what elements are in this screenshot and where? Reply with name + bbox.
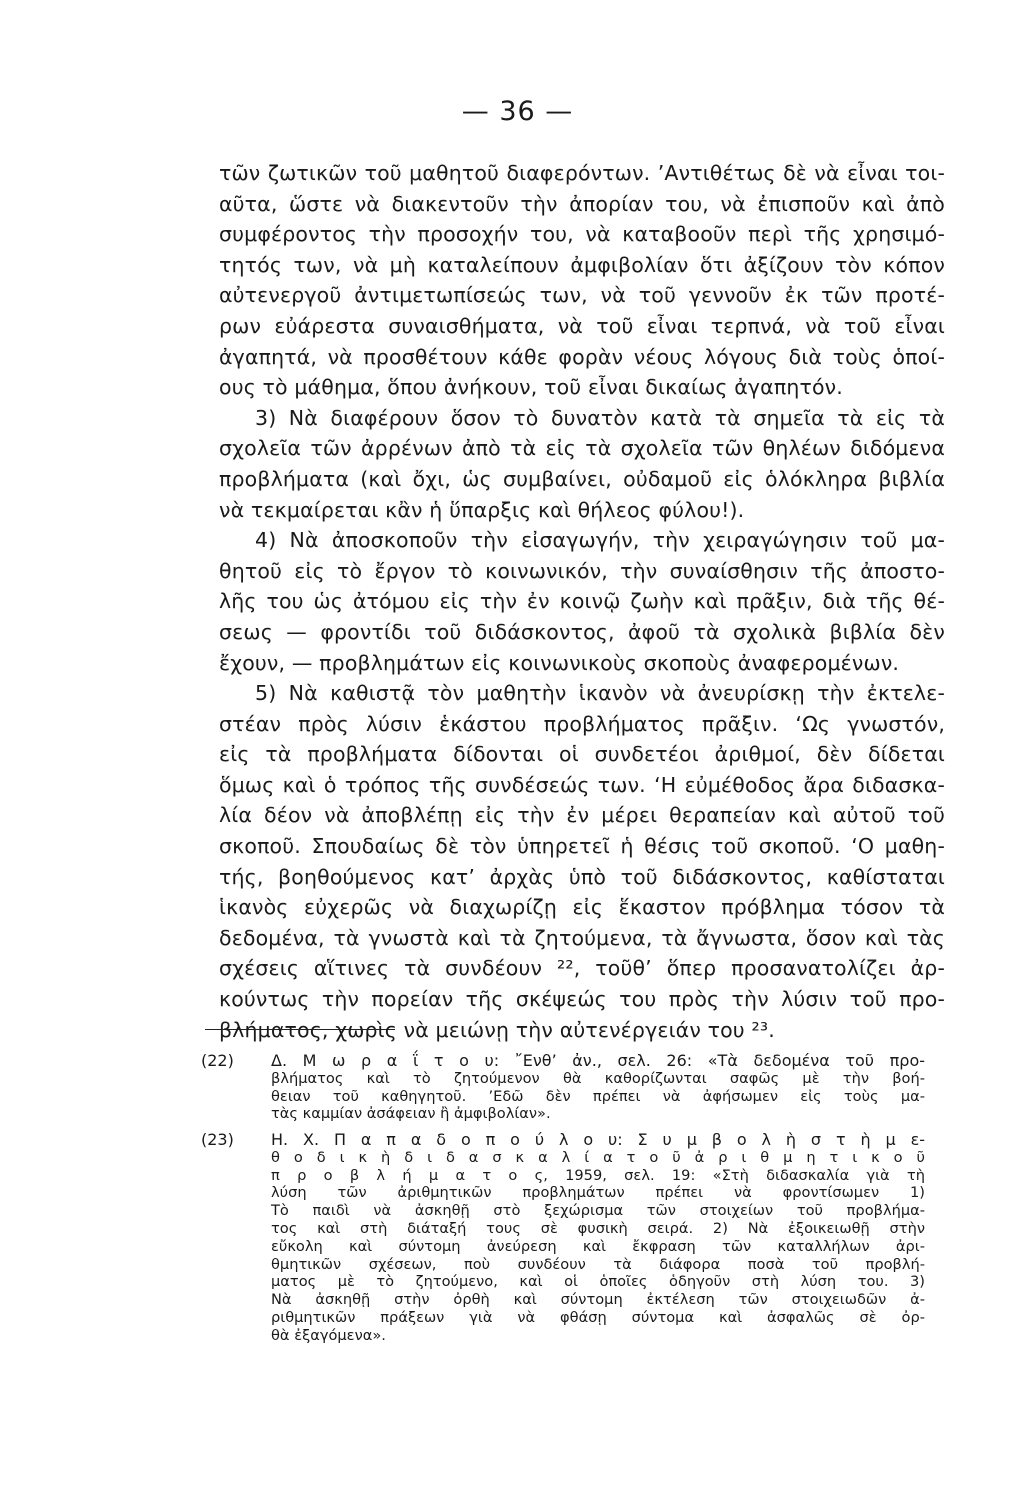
text-line: σχέσεις αἵτινες τὰ συνδέουν ²², τοῦθ’ ὅπερ προσανατολίζει ἀρ- [219, 956, 945, 981]
text-line: ἀγαπητά, νὰ προσθέτουν κάθε φορὰν νέους λόγους διὰ τοὺς ὁποί- [219, 344, 945, 369]
text-line: θητοῦ εἰς τὸ ἔργον τὸ κοινωνικόν, τὴν συναίσθησιν τῆς ἀποστο- [219, 558, 945, 583]
footnotes [201, 1052, 925, 1345]
text-line: αὐτενεργοῦ ἀντιμετωπίσεώς των, νὰ τοῦ γεννοῦν ἐκ τῶν προτέ- [219, 283, 945, 308]
text-line: σκοποῦ. Σπουδαίως δὲ τὸν ὑπηρετεῖ ἡ θέσις τοῦ σκοποῦ. ‘Ο μαθη- [219, 834, 945, 859]
text-line: εἰς τὰ προβλήματα δίδονται οἱ συνδετέοι ἀριθμοί, δὲν δίδεται [219, 742, 945, 767]
text-line: λῆς του ὡς ἀτόμου εἰς τὴν ἐν κοινῷ ζωὴν καὶ πρᾶξιν, διὰ τῆς θέ- [219, 589, 945, 614]
footnote-marker: (23) [201, 1130, 234, 1149]
footnote-line: ματος μὲ τὸ ζητούμενο, καὶ οἱ ὁποῖες ὁδηγοῦν στὴ λύση του. 3) [271, 1273, 925, 1291]
text-line: λία δέον νὰ ἀποβλέπῃ εἰς τὴν ἐν μέρει θεραπείαν καὶ αὐτοῦ τοῦ [219, 803, 945, 828]
paragraph-4-start: 4) Νὰ ἀποσκοποῦν τὴν εἰσαγωγήν, τὴν χειραγώγησιν τοῦ μα- [255, 528, 945, 553]
text-line: ἱκανὸς εὐχερῶς νὰ διαχωρίζῃ εἰς ἕκαστον πρόβλημα τόσον τὰ [219, 895, 945, 920]
text-line: ἔχουν, — προβλημάτων εἰς κοινωνικοὺς σκοποὺς ἀναφερομένων. [219, 650, 900, 675]
footnote-line: Η. Χ. Π α π α δ ο π ο ύ λ ο υ: Σ υ μ β ο λ ὴ σ τ ὴ μ ε- [271, 1130, 925, 1149]
page-number: — 36 — [461, 96, 574, 127]
footnote-line: θ ο δ ι κ ὴ δ ι δ α σ κ α λ ί α τ ο ῦ ἀ ρ ι θ μ η τ ι κ ο ῦ [271, 1148, 925, 1166]
text-line: νὰ τεκμαίρεται κἂν ἡ ὕπαρξις καὶ θήλεος φύλου!). [219, 497, 745, 522]
footnote-line: π ρ ο β λ ή μ α τ ο ς, 1959, σελ. 19: «Στὴ διδασκαλία γιὰ τὴ [271, 1166, 925, 1184]
footnote-line: θμητικῶν σχέσεων, ποὺ συνδέουν τὰ διάφορα ποσὰ τοῦ προβλή- [271, 1255, 925, 1273]
footnote-line: θὰ ἐξαγόμενα». [271, 1326, 386, 1344]
footnote-line: εὔκολη καὶ σύντομη ἀνεύρεση καὶ ἔκφραση τῶν καταλλήλων ἀρι- [271, 1237, 925, 1255]
footnote-line: Νὰ ἀσκηθῇ στὴν ὀρθὴ καὶ σύντομη ἐκτέλεση τῶν στοιχειωδῶν ἀ- [271, 1291, 925, 1309]
text-line: προβλήματα (καὶ ὄχι, ὡς συμβαίνει, οὐδαμοῦ εἰς ὁλόκληρα βιβλία [219, 466, 945, 491]
footnote-line: λύση τῶν ἀριθμητικῶν προβλημάτων πρέπει νὰ φροντίσωμεν 1) [271, 1184, 925, 1202]
text-line: τῶν ζωτικῶν τοῦ μαθητοῦ διαφερόντων. ’Αντιθέτως δὲ νὰ εἶναι τοι- [219, 161, 945, 185]
text-line: σχολεῖα τῶν ἀρρένων ἀπὸ τὰ εἰς τὰ σχολεῖα τῶν θηλέων διδόμενα [219, 436, 945, 461]
footnote-marker: (22) [201, 1051, 234, 1070]
text-line: δεδομένα, τὰ γνωστὰ καὶ τὰ ζητούμενα, τὰ ἄγνωστα, ὅσον καὶ τὰς [219, 925, 945, 950]
body-text [219, 158, 945, 1045]
footnote-divider [205, 1029, 395, 1030]
text-line: ους τὸ μάθημα, ὅπου ἀνήκουν, τοῦ εἶναι δικαίως ἀγαπητόν. [219, 375, 843, 400]
text-line: κούντως τὴν πορείαν τῆς σκέψεώς του πρὸς τὴν λύσιν τοῦ προ- [219, 987, 945, 1012]
footnote-line: τος καὶ στὴ διάταξή τους σὲ φυσικὴ σειρά. 2) Νὰ ἐξοικειωθῇ στὴν [271, 1219, 925, 1237]
text-line: σεως — φροντίδι τοῦ διδάσκοντος, ἀφοῦ τὰ σχολικὰ βιβλία δὲν [219, 619, 945, 644]
footnote-line: τὰς καμμίαν ἀσάφειαν ἢ ἀμφιβολίαν». [271, 1105, 551, 1123]
text-line: τής, βοηθούμενος κατ’ ἀρχὰς ὑπὸ τοῦ διδάσκοντος, καθίσταται [219, 864, 945, 889]
text-line: τητός των, νὰ μὴ καταλείπουν ἀμφιβολίαν ὅτι ἀξίζουν τὸν κόπον [219, 252, 945, 277]
footnote-22 [201, 1052, 925, 1131]
footnote-line: θειαν τοῦ καθηγητοῦ. ’Εδῶ δὲν πρέπει νὰ ἀφήσωμεν εἰς τοὺς μα- [271, 1087, 925, 1105]
text-line: συμφέροντος τὴν προσοχήν του, νὰ καταβοοῦν περὶ τῆς χρησιμό- [219, 222, 945, 247]
text-line: βλήματος, χωρὶς νὰ μειώνῃ τὴν αὐτενέργειάν του ²³. [219, 1017, 775, 1042]
text-line: ρων εὐάρεστα συναισθήματα, νὰ τοῦ εἶναι τερπνά, νὰ τοῦ εἶναι [219, 313, 945, 338]
text-line: αῦτα, ὥστε νὰ διακεντοῦν τὴν ἀπορίαν του, νὰ ἐπισποῦν καὶ ἀπὸ [219, 191, 945, 216]
footnote-line: ριθμητικῶν πράξεων γιὰ νὰ φθάσῃ σύντομα καὶ ἀσφαλῶς σὲ ὀρ- [271, 1308, 925, 1326]
text-line: ὅμως καὶ ὁ τρόπος τῆς συνδέσεώς των. ‘Η εὐμέθοδος ἄρα διδασκα- [219, 772, 945, 797]
footnote-line: Δ. Μ ω ρ α ΐ τ ο υ: ῎Ενθ’ ἀν., σελ. 26: «Τὰ δεδομένα τοῦ προ- [271, 1051, 925, 1070]
footnote-line: Τὸ παιδὶ νὰ ἀσκηθῇ στὸ ξεχώρισμα τῶν στοιχείων τοῦ προβλήμα- [271, 1202, 925, 1220]
text-line: στέαν πρὸς λύσιν ἑκάστου προβλήματος πρᾶξιν. ‘Ως γνωστόν, [219, 711, 945, 736]
footnote-line: βλήματος καὶ τὸ ζητούμενον θὰ καθορίζωνται σαφῶς μὲ τὴν βοή- [271, 1069, 925, 1087]
paragraph-5-start: 5) Νὰ καθιστᾷ τὸν μαθητὴν ἱκανὸν νὰ ἀνευρίσκῃ τὴν ἐκτελε- [255, 681, 945, 706]
paragraph-3-start: 3) Νὰ διαφέρουν ὅσον τὸ δυνατὸν κατὰ τὰ σημεῖα τὰ εἰς τὰ [255, 405, 945, 430]
footnote-23 [201, 1131, 925, 1345]
